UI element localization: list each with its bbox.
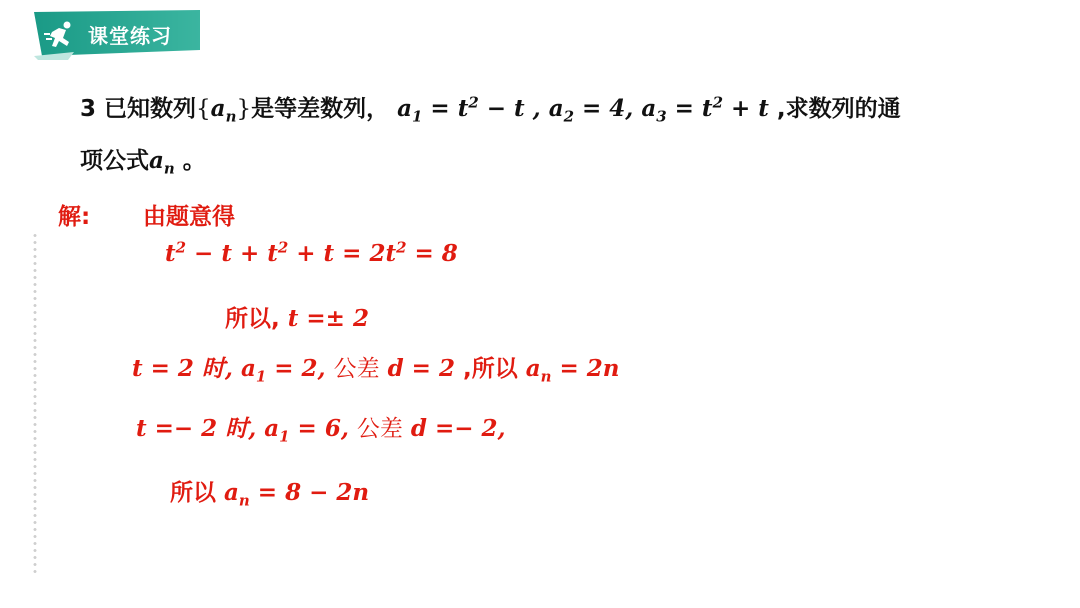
solution-label: 解: bbox=[58, 204, 91, 230]
question-line-1: 3 已知数列$\{a_n\}$是等差数列， $a_1 = t^2 - t$ , $a_2 = 4$, $a_3 = t^2 + t$ ,求数列的通 bbox=[80, 93, 901, 126]
equation-line-1: $t^2 - t + t^2 + t = 2t^2 = 8$ bbox=[165, 238, 458, 267]
equation-line-4: t =− 2 时, $a_1 = 6$, 公差 d =− 2, bbox=[136, 415, 506, 446]
header-title: 课堂练习 bbox=[88, 24, 172, 48]
question-line-2: 项公式$a_n$ 。 bbox=[80, 147, 206, 178]
solution-intro: 由题意得 bbox=[143, 204, 235, 230]
equation-line-3: t = 2 时, $a_1 = 2$, 公差 d = 2 ,所以 $a_n = 2n$ bbox=[132, 355, 620, 386]
runner-icon bbox=[44, 20, 76, 50]
equation-line-5: 所以 $a_n = 8 - 2n$ bbox=[170, 479, 370, 510]
dotted-rule bbox=[33, 232, 37, 577]
equation-line-2: 所以, t =± 2 bbox=[225, 305, 369, 332]
